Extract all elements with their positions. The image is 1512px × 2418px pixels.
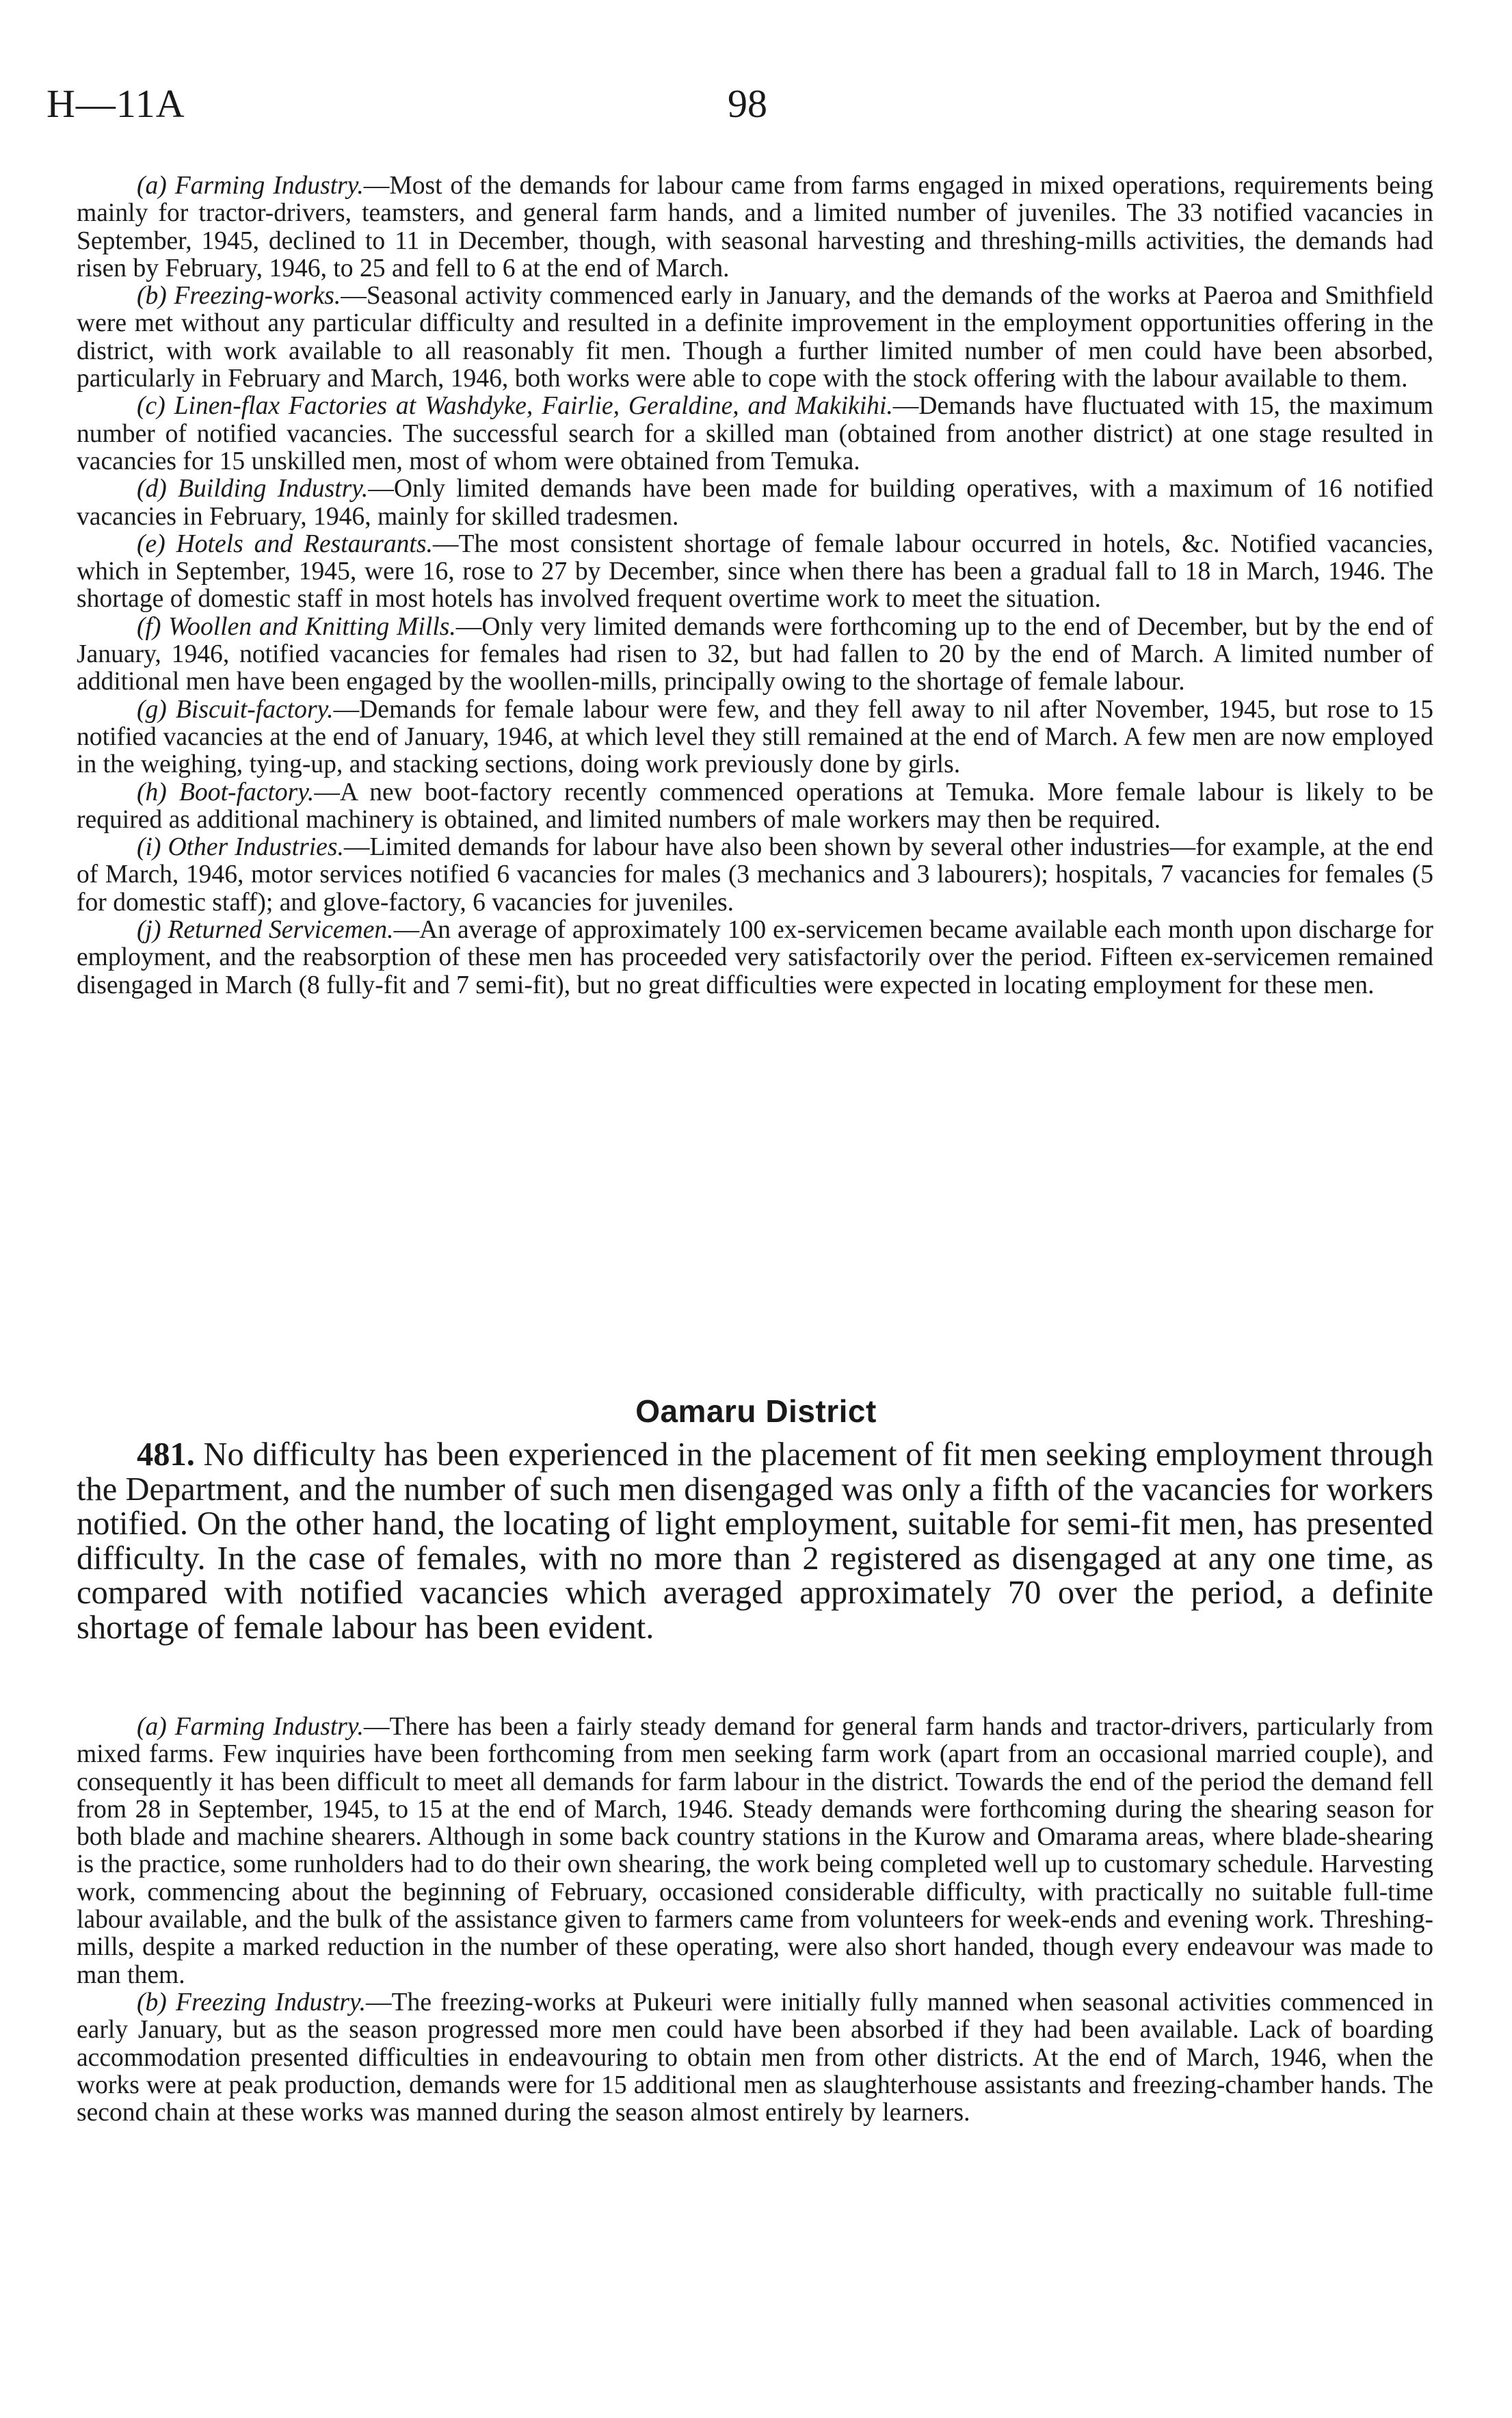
item-linen-flax-factories: [77, 393, 1433, 475]
item-text: —Only very limited demands were forthcoming up to the end of December, but by the end of January, 1946, notified vacancies for females had risen to 32, but had fallen to 20 by the end of March. A limited number of additional men have been engaged by the woollen-mills, principally owing to the shortage of female labour.: [77, 612, 1433, 696]
paragraph-number: 481.: [137, 1436, 195, 1473]
item-biscuit-factory: [77, 696, 1433, 779]
item-hotels-restaurants: [77, 531, 1433, 614]
item-farming-industry: [77, 172, 1433, 282]
paragraph-481: [77, 1438, 1433, 1645]
item-label: (a) Farming Industry.: [137, 172, 364, 200]
item-label: (f) Woollen and Knitting Mills.: [137, 612, 456, 641]
item-label: (i) Other Industries.: [137, 833, 344, 862]
item-text: —An average of approximately 100 ex-servicemen became available each month upon discharge for employment, and the reabsorption of these men has proceeded very satisfactorily over the period. Fifteen ex-servicemen remained disengaged in March (8 fully-fit and 7 semi-fit), but no great difficulties were expected in locating employment for these men.: [77, 916, 1433, 999]
item-label: (d) Building Industry.: [137, 475, 369, 503]
item-label: (j) Returned Servicemen.: [137, 916, 394, 945]
page-number: 98: [728, 81, 767, 126]
item-label: (b) Freezing-works.: [137, 282, 341, 311]
item-text: —Most of the demands for labour came from farms engaged in mixed operations, requirements being mainly for tractor-drivers, teamsters, and general farm hands, and a limited number of juveniles. The 33 notified vacancies in September, 1945, declined to 11 in December, though, with seasonal harvesting and threshing-mills activities, the demands had risen by February, 1946, to 25 and fell to 6 at the end of March.: [77, 172, 1433, 282]
canterbury-items: [77, 172, 1433, 999]
section-heading-oamaru-district: Oamaru District: [635, 1393, 877, 1429]
item-woollen-knitting-mills: [77, 614, 1433, 696]
item-text: —Demands for female labour were few, and they fell away to nil after November, 1945, but rose to 15 notified vacancies at the end of January, 1946, at which level they still remained at the end of March. A few men are now employed in the weighing, tying-up, and stacking sections, doing work previously done by girls.: [77, 695, 1433, 779]
item-text: —Only limited demands have been made for building operatives, with a maximum of 16 notified vacancies in February, 1946, mainly for skilled tradesmen.: [77, 475, 1433, 531]
item-text: —Demands have fluctuated with 15, the maximum number of notified vacancies. The successful search for a skilled man (obtained from another district) at one stage resulted in vacancies for 15 unskilled men, most of whom were obtained from Temuka.: [77, 392, 1433, 475]
report-reference: H—11A: [47, 81, 185, 126]
item-text: —The most consistent shortage of female labour occurred in hotels, &c. Notified vacancies, which in September, 1945, were 16, rose to 27 by December, since when there has been a gradual fall to 18 in March, 1946. The shortage of domestic staff in most hotels has involved frequent overtime work to meet the situation.: [77, 529, 1433, 614]
item-farming-industry: [77, 1713, 1433, 1989]
item-text: —Seasonal activity commenced early in January, and the demands of the works at Paeroa and Smithfield were met without any particular difficulty and resulted in a definite improvement in the employment opportunities offering in the district, with work available to all reasonably fit men. Though a further limited number of men could have been absorbed, particularly in February and March, 1946, both works were able to cope with the stock offering with the labour available to them.: [77, 282, 1433, 393]
item-text: —A new boot-factory recently commenced operations at Temuka. More female labour is likely to be required as additional machinery is obtained, and limited numbers of male workers may then be required.: [77, 778, 1433, 834]
item-label: (a) Farming Industry.: [137, 1713, 364, 1741]
item-label: (g) Biscuit-factory.: [137, 695, 334, 724]
item-label: (h) Boot-factory.: [137, 778, 315, 806]
item-label: (e) Hotels and Restaurants.: [137, 529, 433, 558]
item-freezing-industry: [77, 1989, 1433, 2127]
item-label: (c) Linen-flax Factories at Washdyke, Fairlie, Geraldine, and Makikihi.: [137, 392, 893, 421]
paragraph-text: No difficulty has been experienced in the placement of fit men seeking employment through the Department, and the number of such men disengaged was only a fifth of the vacancies for workers notified. On the other hand, the locating of light employment, suitable for semi-fit men, has presented difficulty. In the case of females, with no more than 2 registered as disengaged at any one time, as compared with notified vacancies which averaged approximately 70 over the period, a definite shortage of female labour has been evident.: [77, 1436, 1433, 1646]
item-other-industries: [77, 834, 1433, 917]
oamaru-items: [77, 1713, 1433, 2127]
item-text: —Limited demands for labour have also been shown by several other industries—for example, at the end of March, 1946, motor services notified 6 vacancies for males (3 mechanics and 3 labourers); hospitals, 7 vacancies for females (5 for domestic staff); and glove-factory, 6 vacancies for juveniles.: [77, 833, 1433, 917]
item-returned-servicemen: [77, 917, 1433, 999]
item-text: —The freezing-works at Pukeuri were initially fully manned when seasonal activities commenced in early January, but as the season progressed more men could have been absorbed if they had been available. Lack of boarding accommodation presented difficulties in endeavouring to obtain men from other districts. At the end of March, 1946, when the works were at peak production, demands were for 15 additional men as slaughterhouse assistants and freezing-chamber hands. The second chain at these works was manned during the season almost entirely by learners.: [77, 1988, 1433, 2127]
item-building-industry: [77, 475, 1433, 531]
item-boot-factory: [77, 779, 1433, 835]
item-label: (b) Freezing Industry.: [137, 1988, 366, 2016]
item-text: —There has been a fairly steady demand for general farm hands and tractor-drivers, particularly from mixed farms. Few inquiries have been forthcoming from men seeking farm work (apart from an occasional married couple), and consequently it has been difficult to meet all demands for farm labour in the district. Towards the end of the period the demand fell from 28 in September, 1945, to 15 at the end of March, 1946. Steady demands were forthcoming during the shearing season for both blade and machine shearers. Although in some back country stations in the Kurow and Omarama areas, where blade-shearing is the practice, some runholders had to do their own shearing, the work being completed well up to customary schedule. Harvesting work, commencing about the beginning of February, occasioned considerable difficulty, with practically no suitable full-time labour available, and the bulk of the assistance given to farmers came from volunteers for week-ends and evening work. Threshing-mills, despite a marked reduction in the number of these operating, were also short handed, though every endeavour was made to man them.: [77, 1713, 1433, 1989]
item-freezing-works: [77, 282, 1433, 393]
